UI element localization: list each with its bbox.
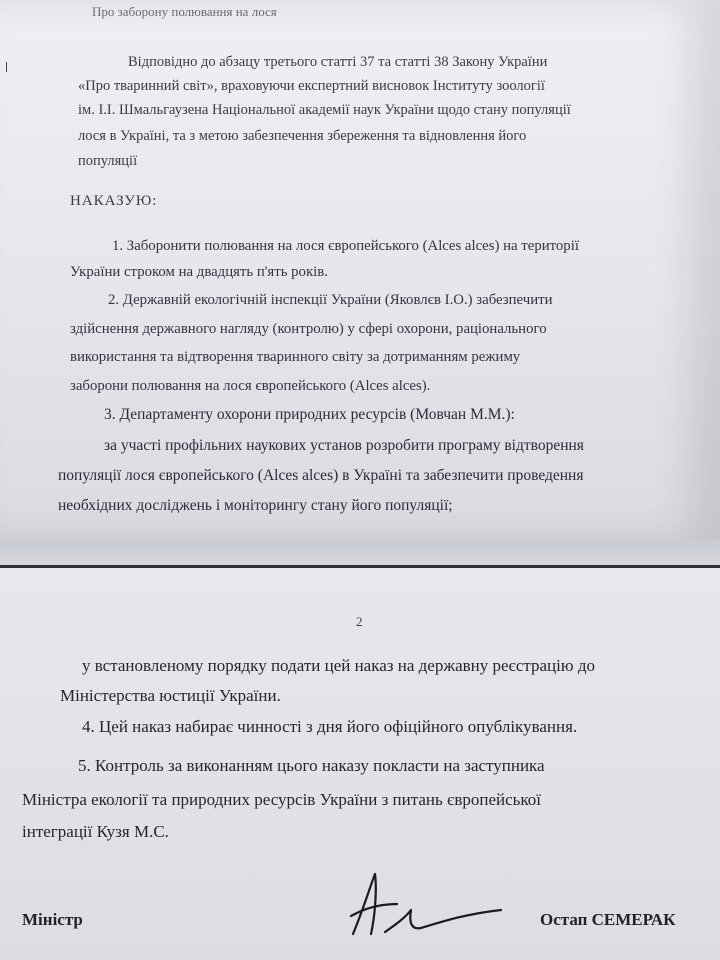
preamble-line-1: Відповідно до абзацу третього статті 37 та статті 38 Закону України [128, 54, 548, 70]
continuation-line-2: Міністерства юстиції України. [60, 686, 281, 705]
item-2-line-3: використання та відтворення тваринного світу за дотриманням режиму [70, 349, 521, 365]
continuation-line-1: у встановленому порядку подати цей наказ на державну реєстрацію до [82, 656, 595, 675]
item-1-line-1: 1. Заборонити полювання на лося європейського (Alces alces) на території [112, 238, 579, 254]
page-gap [0, 540, 720, 568]
item-5-line-3: інтеграції Кузя М.С. [22, 822, 169, 841]
preamble-line-4: лося в Україні, та з метою забезпечення збереження та відновлення його [78, 128, 527, 144]
item-2-line-2: здійснення державного нагляду (контролю) у сфері охорони, раціонального [70, 321, 547, 337]
page-number: 2 [356, 614, 363, 629]
item-2-line-4: заборони полювання на лося європейського (Alces alces). [70, 378, 431, 394]
order-heading: НАКАЗУЮ: [70, 193, 158, 209]
margin-mark [6, 62, 7, 72]
item-2-line-1: 2. Державній екологічній інспекції України (Яковлєв І.О.) забезпечити [108, 292, 553, 308]
item-5-line-2: Міністра екології та природних ресурсів України з питань європейської [22, 790, 542, 809]
item-4: 4. Цей наказ набирає чинності з дня його офіційного опублікування. [82, 717, 578, 736]
item-1-line-2: України строком на двадцять п'ять років. [70, 264, 328, 280]
item-5-line-1: 5. Контроль за виконанням цього наказу покласти на заступника [78, 756, 545, 775]
item-3-line-1: 3. Департаменту охорони природних ресурсів (Мовчан М.М.): [104, 406, 515, 423]
handwritten-signature [345, 870, 505, 945]
preamble-line-2: «Про тваринний світ», враховуючи експертний висновок Інституту зоології [78, 78, 545, 94]
signatory-title: Міністр [22, 910, 83, 929]
signatory-name: Остап СЕМЕРАК [540, 910, 676, 929]
item-3-line-2: за участі профільних наукових установ розробити програму відтворення [104, 437, 584, 454]
item-3-line-3: популяції лося європейського (Alces alces) в Україні та забезпечити проведення [58, 467, 584, 484]
preamble-line-3: ім. І.І. Шмальгаузена Національної академії наук України щодо стану популяції [78, 102, 571, 118]
preamble-line-5: популяції [78, 153, 138, 169]
document-title-line: Про заборону полювання на лося [92, 4, 277, 19]
item-3-line-4: необхідних досліджень і моніторингу стану його популяції; [58, 497, 453, 514]
